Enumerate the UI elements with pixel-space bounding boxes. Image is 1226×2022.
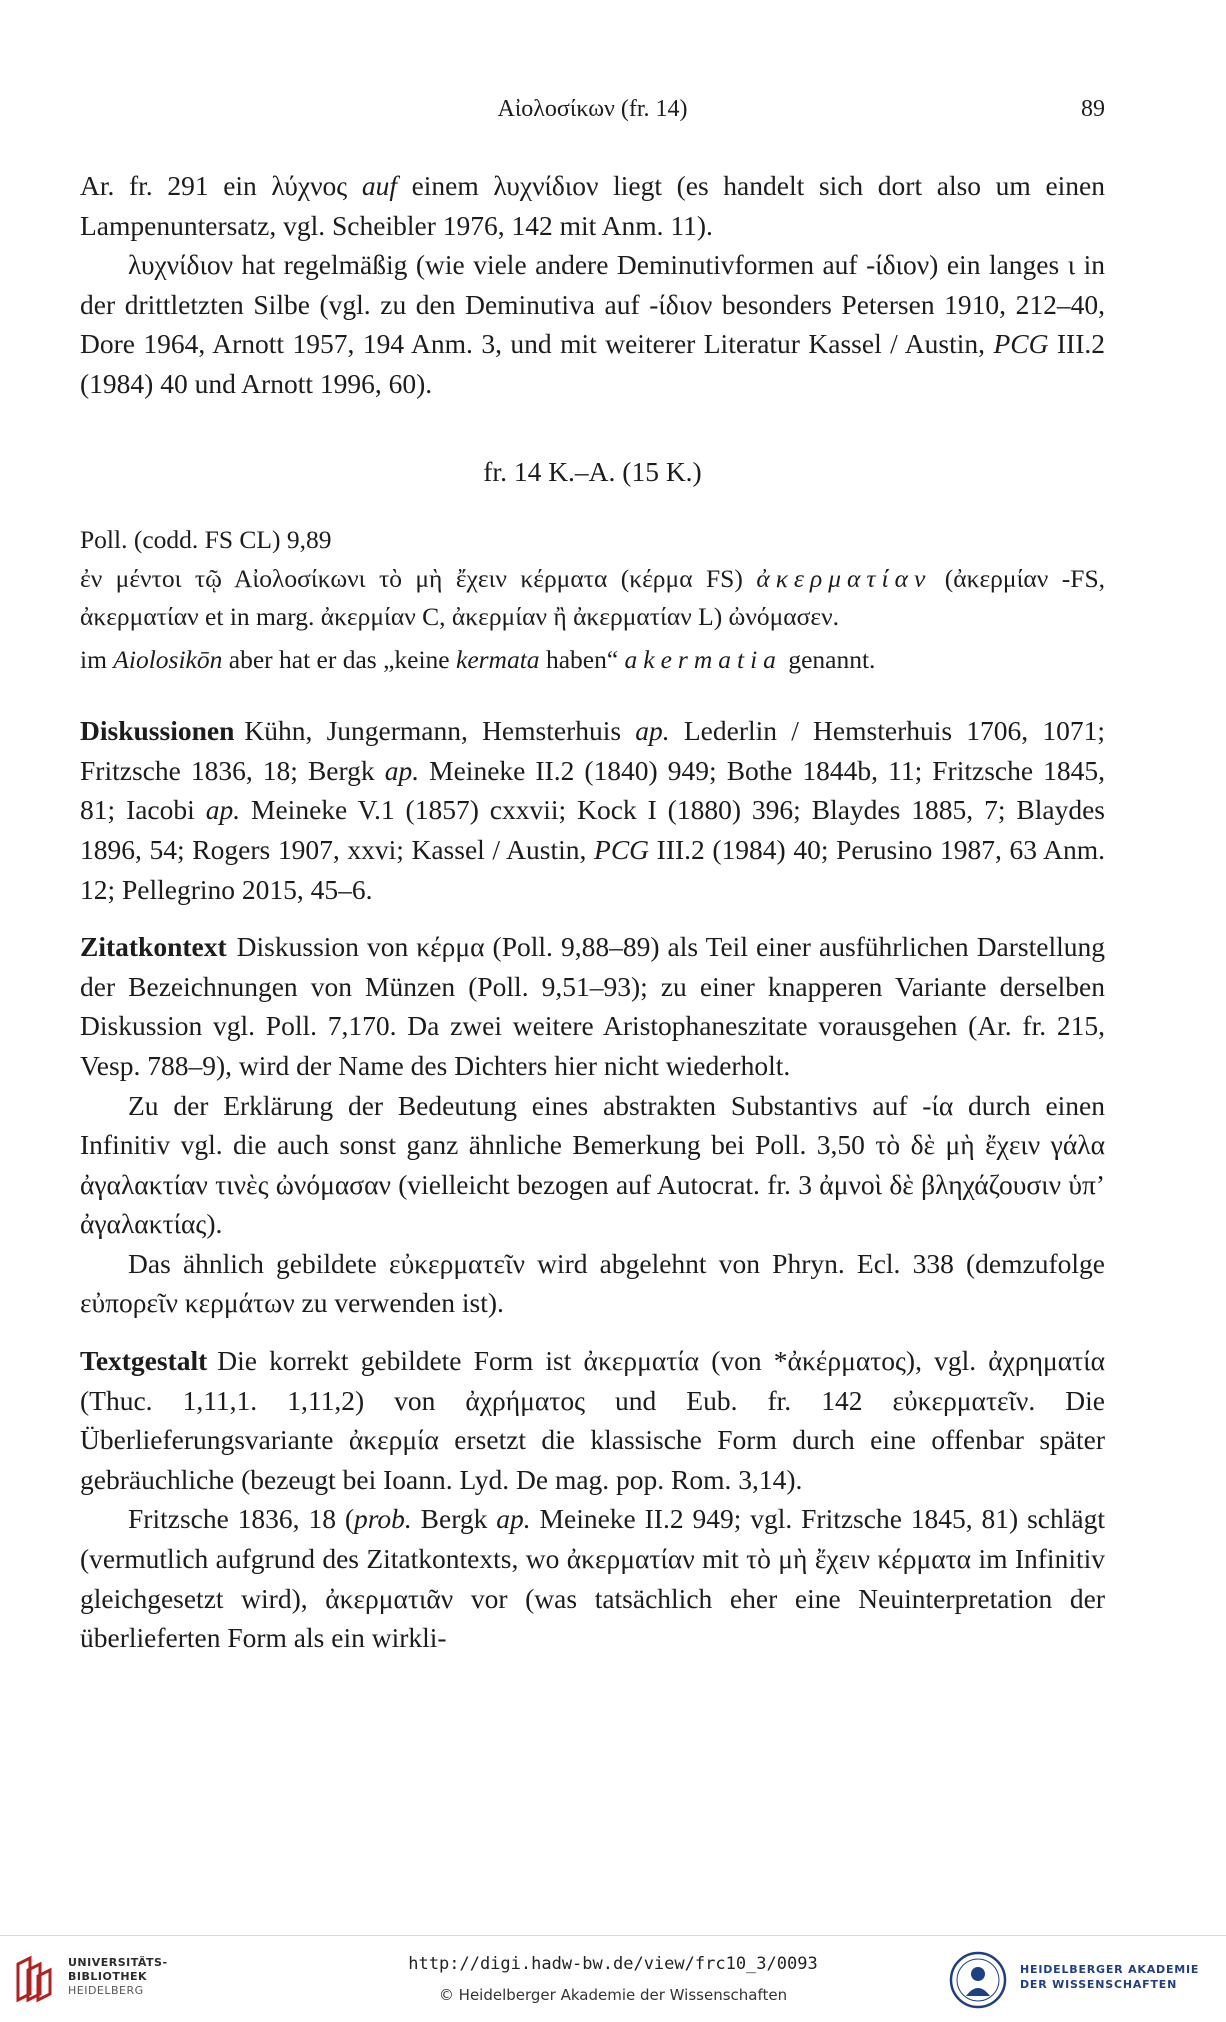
textgestalt-label: Textgestalt [80, 1345, 208, 1377]
fragment-source-block [80, 521, 1105, 637]
diskussionen-label: Diskussionen [80, 715, 235, 747]
zitatkontext-section: Zitatkontext Diskussion von κέρμα (Poll. 9,88–89) als Teil einer ausführlichen Darstellung der Bezeichnungen von Münzen (Poll. 9,51–93); zu einer knapperen Variante derselben Diskussion vgl. Poll. 7,170. Da zwei weitere Aristophaneszitate vorausgehen (Ar. fr. 215, Vesp. 788–9), wird der Name des Dichters hier nicht wiederholt. [80, 931, 1105, 1081]
page-header [80, 96, 1105, 128]
textgestalt-section: Textgestalt Die korrekt gebildete Form ist ἀκερματία (von *ἀκέρματος), vgl. ἀχρηματία (Thuc. 1,11,1. 1,11,2) von ἀχρήματος und Eub. fr. 142 εὐκερματεῖν. Die Überlieferungsvariante ἀκερμία ersetzt die klassische Form durch eine offenbar später gebräuchliche (bezeugt bei Ioann. Lyd. De mag. pop. Rom. 3,14). [80, 1345, 1105, 1495]
fragment-heading: fr. 14 K.–A. (15 K.) [483, 455, 702, 487]
diskussionen-section: Diskussionen Kühn, Jungermann, Hemsterhuis ap. Lederlin / Hemsterhuis 1706, 1071; Fritzsche 1836, 18; Bergk ap. Meineke II.2 (1840) 949; Bothe 1844b, 11; Fritzsche 1845, 81; Iacobi ap. Meineke V.1 (1857) cxxvii; Kock I (1880) 396; Blaydes 1885, 7; Blaydes 1896, 54; Rogers 1907, xxvi; Kassel / Austin, PCG III.2 (1984) 40; Perusino 1987, 63 Anm. 12; Pellegrino 2015, 45–6. [80, 715, 1105, 905]
page-body [80, 166, 1105, 1658]
digitization-footer [0, 1935, 1226, 2022]
copyright-notice: © Heidelberger Akademie der Wissenschaften [438, 1986, 788, 2004]
academy-seal-icon [948, 1950, 1008, 2010]
fragment-source-line: Poll. (codd. FS CL) 9,89 [80, 525, 332, 555]
running-title: Αἰολοσίκων (fr. 14) [497, 96, 688, 122]
university-library-name: UNIVERSITÄTS- BIBLIOTHEK HEIDELBERG [68, 1956, 168, 1997]
zitatkontext-paragraph-2: Zu der Erklärung der Bedeutung eines abstrakten Substantivs auf -ία durch einen Infinitiv vgl. die auch sonst ganz ähnliche Bemerkung bei Poll. 3,50 τὸ δὲ μὴ ἔχειν γάλα ἀγαλακτίαν τινὲς ὠνόμασαν (vielleicht bezogen auf Autocrat. fr. 3 ἀμνοὶ δὲ βληχάζουσιν ὑπ’ ἀγαλακτίας). [80, 1089, 1105, 1240]
source-url-link[interactable]: http://digi.hadw-bw.de/view/frc10_3/0093 [408, 1954, 818, 1974]
academy-name: HEIDELBERGER AKADEMIE DER WISSENSCHAFTEN [1020, 1963, 1200, 1991]
intro-paragraph-2: λυχνίδιον hat regelmäßig (wie viele andere Deminutivformen auf -ίδιον) ein langes ι in der drittletzten Silbe (vgl. zu den Deminutiva auf -ίδιον besonders Petersen 1910, 212–40, Dore 1964, Arnott 1957, 194 Anm. 3, und mit weiterer Literatur Kassel / Austin, PCG III.2 (1984) 40 und Arnott 1996, 60). [80, 249, 1105, 399]
zitatkontext-paragraph-3: Das ähnlich gebildete εὐκερματεῖν wird abgelehnt von Phryn. Ecl. 338 (demzufolge εὐπορεῖν κερμάτων zu verwenden ist). [80, 1247, 1105, 1319]
fragment-greek-text: ἐν μέντοι τῷ Αἰολοσίκωνι τὸ μὴ ἔχειν κέρματα (κέρμα FS) ἀκερματίαν (ἀκερμίαν -FS, ἀκερματίαν et in marg. ἀκερμίαν C, ἀκερμίαν ἢ ἀκερματίαν L) ὠνόμασεν. [80, 563, 1105, 632]
intro-paragraph-1: Ar. fr. 291 ein λύχνος auf einem λυχνίδιον liegt (es handelt sich dort also um einen Lampenuntersatz, vgl. Scheibler 1976, 142 mit Anm. 11). [80, 170, 1105, 241]
zitatkontext-label: Zitatkontext [80, 931, 227, 963]
textgestalt-paragraph-2: Fritzsche 1836, 18 (prob. Bergk ap. Meineke II.2 949; vgl. Fritzsche 1845, 81) schlägt (vermutlich aufgrund des Zitatkontexts, wo ἀκερματίαν mit τὸ μὴ ἔχειν κέρματα im Infinitiv gleichgesetzt wird), ἀκερματιᾶν vor (was tatsächlich eher eine Neuinterpretation der überlieferten Form als ein wirkli- [80, 1503, 1105, 1654]
page-number: 89 [1081, 96, 1105, 122]
fragment-translation: im Aiolosikōn aber hat er das „keine kermata haben“ akermatia genannt. [80, 644, 876, 674]
